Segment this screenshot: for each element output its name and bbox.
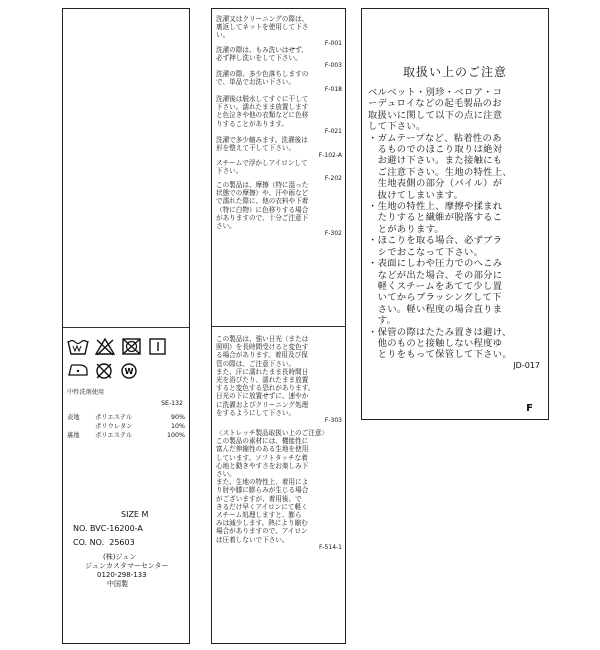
- care-block-text: 洗濯後は脱水してすぐに干して 下さい。濡れたまま放置します と色泣きや他の衣類などに色移 りすることがあります。: [216, 95, 309, 128]
- composition-pct: 10%: [171, 423, 185, 430]
- care-block-text: 〈ストレッチ製品取扱い上のご注意〉 この製品の素材には、機能性に 富んだ伸縮性のある生地を使用 しています。ソフトタッチな着 心地と動きやすさをお楽しみ下 さい。 また、生地の特性上、着用によ り肘や膝に膨らみが生じる場合 がございますが、着用後、で きるだけ早くアイロンにて軽く スチーム処理しますと、膨ら みは減少します。熱により縮む 場合がありますので、アイロン は圧着しないで下さい。: [216, 429, 329, 544]
- care-block-code: F-018: [324, 86, 342, 94]
- care-block-code: F-003: [324, 62, 342, 70]
- composition-table: [67, 413, 185, 440]
- care-block: [216, 15, 342, 47]
- product-number: NO. BVC-16200-A: [73, 524, 143, 533]
- co-number: CO. NO. 25603: [73, 538, 135, 547]
- care-block-code: F-202: [324, 175, 342, 183]
- care-block-code: F-514-1: [318, 543, 342, 551]
- care-block: [216, 70, 342, 93]
- care-block-code: F-302: [324, 230, 342, 238]
- composition-row: [67, 422, 185, 431]
- care-block: [216, 95, 342, 135]
- customer-center: ジュンカスタマーセンター: [85, 562, 169, 570]
- care-block-text: 洗濯又はクリーニングの際は、 裏返してネットを使用して下さ い。: [216, 15, 309, 40]
- svg-text:W: W: [124, 367, 134, 376]
- composition-pct: 100%: [166, 432, 185, 439]
- care-block: [216, 181, 342, 237]
- care-symbols: [67, 337, 187, 381]
- care-block: [216, 46, 342, 69]
- care-block-text: 洗濯の際、多少色落ちしますの で、単品でお洗い下さい。: [216, 70, 309, 87]
- composition-material: ポリウレタン: [95, 423, 133, 430]
- care-block: [216, 136, 342, 159]
- wet-clean-icon: [119, 361, 139, 381]
- care-block-code: F-102-A: [318, 152, 342, 160]
- care-block: [216, 429, 342, 551]
- care-block-code: F-001: [324, 39, 342, 47]
- composition-row: [67, 413, 185, 422]
- care-block-text: 洗濯で多少縮みます。洗濯後は 形を整えて干して下さい。: [216, 136, 308, 153]
- company: (株)ジュン: [103, 553, 137, 561]
- composition-pct: 90%: [171, 414, 185, 421]
- phone: 0120-298-133: [97, 571, 147, 579]
- notice-code: JD-017: [513, 361, 540, 370]
- label-code: SE-132: [161, 400, 183, 407]
- care-block-text: この製品は、摩擦（特に湿った 状態での摩擦）や、汗や雨など で濡れた際に、他の衣料や下着 （特に白物）に色移りする場合 がありますので、十分ご注意下 さい。: [216, 181, 309, 231]
- care-block-code: F-021: [324, 127, 342, 135]
- care-block-text: 洗濯の際は、もみ洗いはせず、 必ず押し洗いをして下さい。: [216, 46, 308, 63]
- notice-label-right: [361, 8, 549, 420]
- care-block-text: この製品は、強い日光（または 照明）を長時間受けると変色す る場合があります。着用及び保 管の際は、ご注意下さい。 また、汗に濡れたまま長時間日 光を浴びたり、濡れたまま放置 すると変色する恐れがあります。 日光の下に放置せずに、速やか に洗濯およびクリーニング処理 をするようにして下さい。: [216, 335, 315, 417]
- notice-title: 取扱い上のご注意: [402, 65, 507, 79]
- origin: 中国製: [107, 580, 128, 588]
- composition-part: 裏地: [67, 432, 80, 439]
- no-dry-clean-icon: [94, 361, 114, 381]
- notice-letter: F: [526, 403, 533, 414]
- composition-material: ポリエステル: [95, 414, 133, 421]
- divider: [212, 326, 345, 327]
- care-block: [216, 335, 342, 424]
- care-block-code: F-303: [324, 417, 342, 425]
- no-tumble-dry-icon: [121, 337, 143, 357]
- care-label-left: [62, 8, 190, 644]
- line-dry-icon: [148, 337, 168, 357]
- notice-body: ベルベット・別珍・ベロア・コ ーデュロイなどの起毛製品のお 取扱いに関して以下の点に注意 して下さい。 ・ガムテープなど、粘着性のあ るものでのほこり取りは絶対 お避け下さい。また接触にも ご注意下さい。生地の特性上、 生地表側の部分（パイル）が 抜けてしまいます。 ・生地の特性上、摩擦や揉まれ たりすると繊維が脱落するこ とがあります。 ・ほこりを取る場合、必ずブラ シでおこなって下さい。 ・表面にしわや圧力でのへこみ などが出た場合、その部分に 軽くスチームをあてて少し置 いてからブラッシングして下 さい。軽い程度の場合直りま す。 ・保管の際はたたみ置きは避け、 他のものと接触しない程度ゆ とりをもって保管して下さい。: [368, 87, 512, 361]
- divider: [63, 327, 189, 328]
- no-bleach-icon: [94, 337, 116, 357]
- composition-material: ポリエステル: [95, 432, 133, 439]
- care-block: [216, 159, 342, 182]
- care-text: 中性洗剤使用: [67, 389, 105, 396]
- care-label-middle: [211, 8, 346, 644]
- composition-part: 表地: [67, 414, 80, 421]
- iron-low-icon: [67, 361, 89, 379]
- care-block-text: スチームで浮かしアイロンして 下さい。: [216, 159, 308, 176]
- size: SIZE M: [121, 510, 149, 519]
- composition-row: [67, 431, 185, 440]
- wash-tub-icon: [67, 337, 89, 357]
- composition-part: [67, 422, 95, 431]
